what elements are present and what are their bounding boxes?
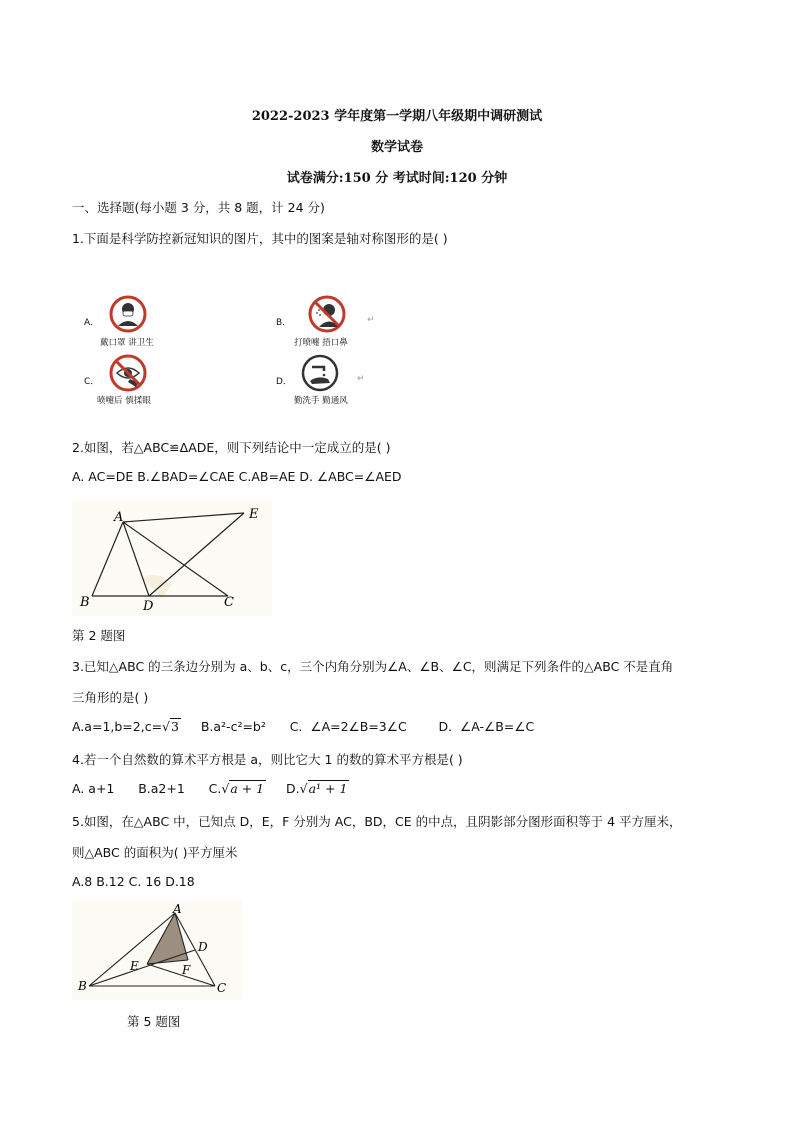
q2-label-e: E (249, 507, 259, 522)
q5-label-a: A (173, 902, 182, 916)
question-4-stem: 4.若一个自然数的算术平方根是 a，则比它大 1 的数的算术平方根是( ) (72, 752, 463, 767)
q1-option-d-letter: D． (276, 377, 292, 387)
question-5-options: A.8 B.12 C. 16 D.18 (72, 874, 195, 889)
q5-label-f: F (182, 963, 191, 977)
hand-wash-icon (300, 353, 340, 393)
q1-return-mark-2: ↵ (357, 374, 365, 384)
q5-label-b: B (78, 979, 87, 993)
question-3-options (72, 719, 534, 734)
question-2-caption: 第 2 题图 (72, 628, 126, 643)
question-2-options: A. AC=DE B.∠BAD=∠CAE C.AB=AE D. ∠ABC=∠AED (72, 469, 402, 484)
q1-return-mark-1: ↵ (367, 315, 375, 325)
q1-option-c-caption: 喷嚏后 慎揉眼 (97, 396, 151, 406)
question-3-stem-line-1: 3.已知△ABC 的三条边分别为 a、b、c，三个内角分别为∠A、∠B、∠C，则满足下列条件的△ABC 不是直角 (72, 659, 674, 674)
q3-option-a-prefix: A.a=1,b=2,c= (72, 719, 163, 734)
question-1-stem: 1.下面是科学防控新冠知识的图片，其中的图案是轴对称图形的是( ) (72, 231, 448, 246)
question-5-stem-line-2: 则△ABC 的面积为( )平方厘米 (72, 845, 238, 860)
q5-label-e: E (130, 959, 139, 973)
question-4-options (72, 781, 349, 796)
q2-label-b: B (80, 595, 90, 610)
exam-subtitle: 数学试卷 (370, 140, 423, 155)
q2-label-d: D (143, 599, 154, 614)
q2-label-c: C (224, 595, 234, 610)
sqrt-symbol-icon: √a¹ + 1 (299, 781, 348, 796)
question-2-stem: 2.如图，若△ABC≌ΔADE，则下列结论中一定成立的是( ) (72, 440, 391, 455)
q1-option-d-caption: 勤洗手 勤通风 (294, 396, 348, 406)
q5-label-c: C (217, 981, 227, 995)
q3-option-a-radicand: 3 (171, 719, 179, 734)
q2-label-a: A (114, 510, 124, 525)
q4-option-c-radicand: a + 1 (230, 781, 265, 796)
exam-info: 试卷满分:150 分 考试时间:120 分钟 (286, 171, 508, 186)
q4-option-d-prefix: D. (266, 781, 300, 796)
q1-option-a-letter: A． (84, 318, 100, 328)
no-eye-rub-icon (108, 353, 148, 393)
q5-label-d: D (198, 940, 208, 954)
sqrt-symbol-icon: √a + 1 (221, 781, 265, 796)
sqrt-symbol-icon: √3 (162, 719, 179, 734)
q4-options-ab: A. a+1 B.a2+1 C. (72, 781, 222, 796)
section-heading: 一、选择题(每小题 3 分，共 8 题，计 24 分) (72, 200, 325, 215)
masked-face-icon (108, 294, 148, 334)
q1-option-b-caption: 打喷嚏 捂口鼻 (294, 338, 348, 348)
q4-option-d-radicand: a¹ + 1 (308, 781, 348, 796)
question-5-stem-line-1: 5.如图，在△ABC 中，已知点 D，E，F 分别为 AC，BD，CE 的中点，且阴影部分图形面积等于 4 平方厘米， (72, 814, 682, 829)
no-sneeze-icon (307, 294, 347, 334)
q3-options-bcd: B.a²-c²=b² C. ∠A=2∠B=3∠C D. ∠A-∠B=∠C (180, 719, 535, 734)
q1-option-a-caption: 戴口罩 讲卫生 (100, 338, 154, 348)
question-2-figure (72, 500, 272, 616)
question-5-caption: 第 5 题图 (127, 1014, 181, 1029)
q1-option-c-letter: C． (84, 377, 100, 387)
exam-title: 2022-2023 学年度第一学期八年级期中调研测试 (251, 109, 543, 124)
question-5-figure (72, 900, 242, 1000)
question-3-stem-line-2: 三角形的是( ) (72, 690, 149, 705)
q1-option-b-letter: B． (276, 318, 292, 328)
